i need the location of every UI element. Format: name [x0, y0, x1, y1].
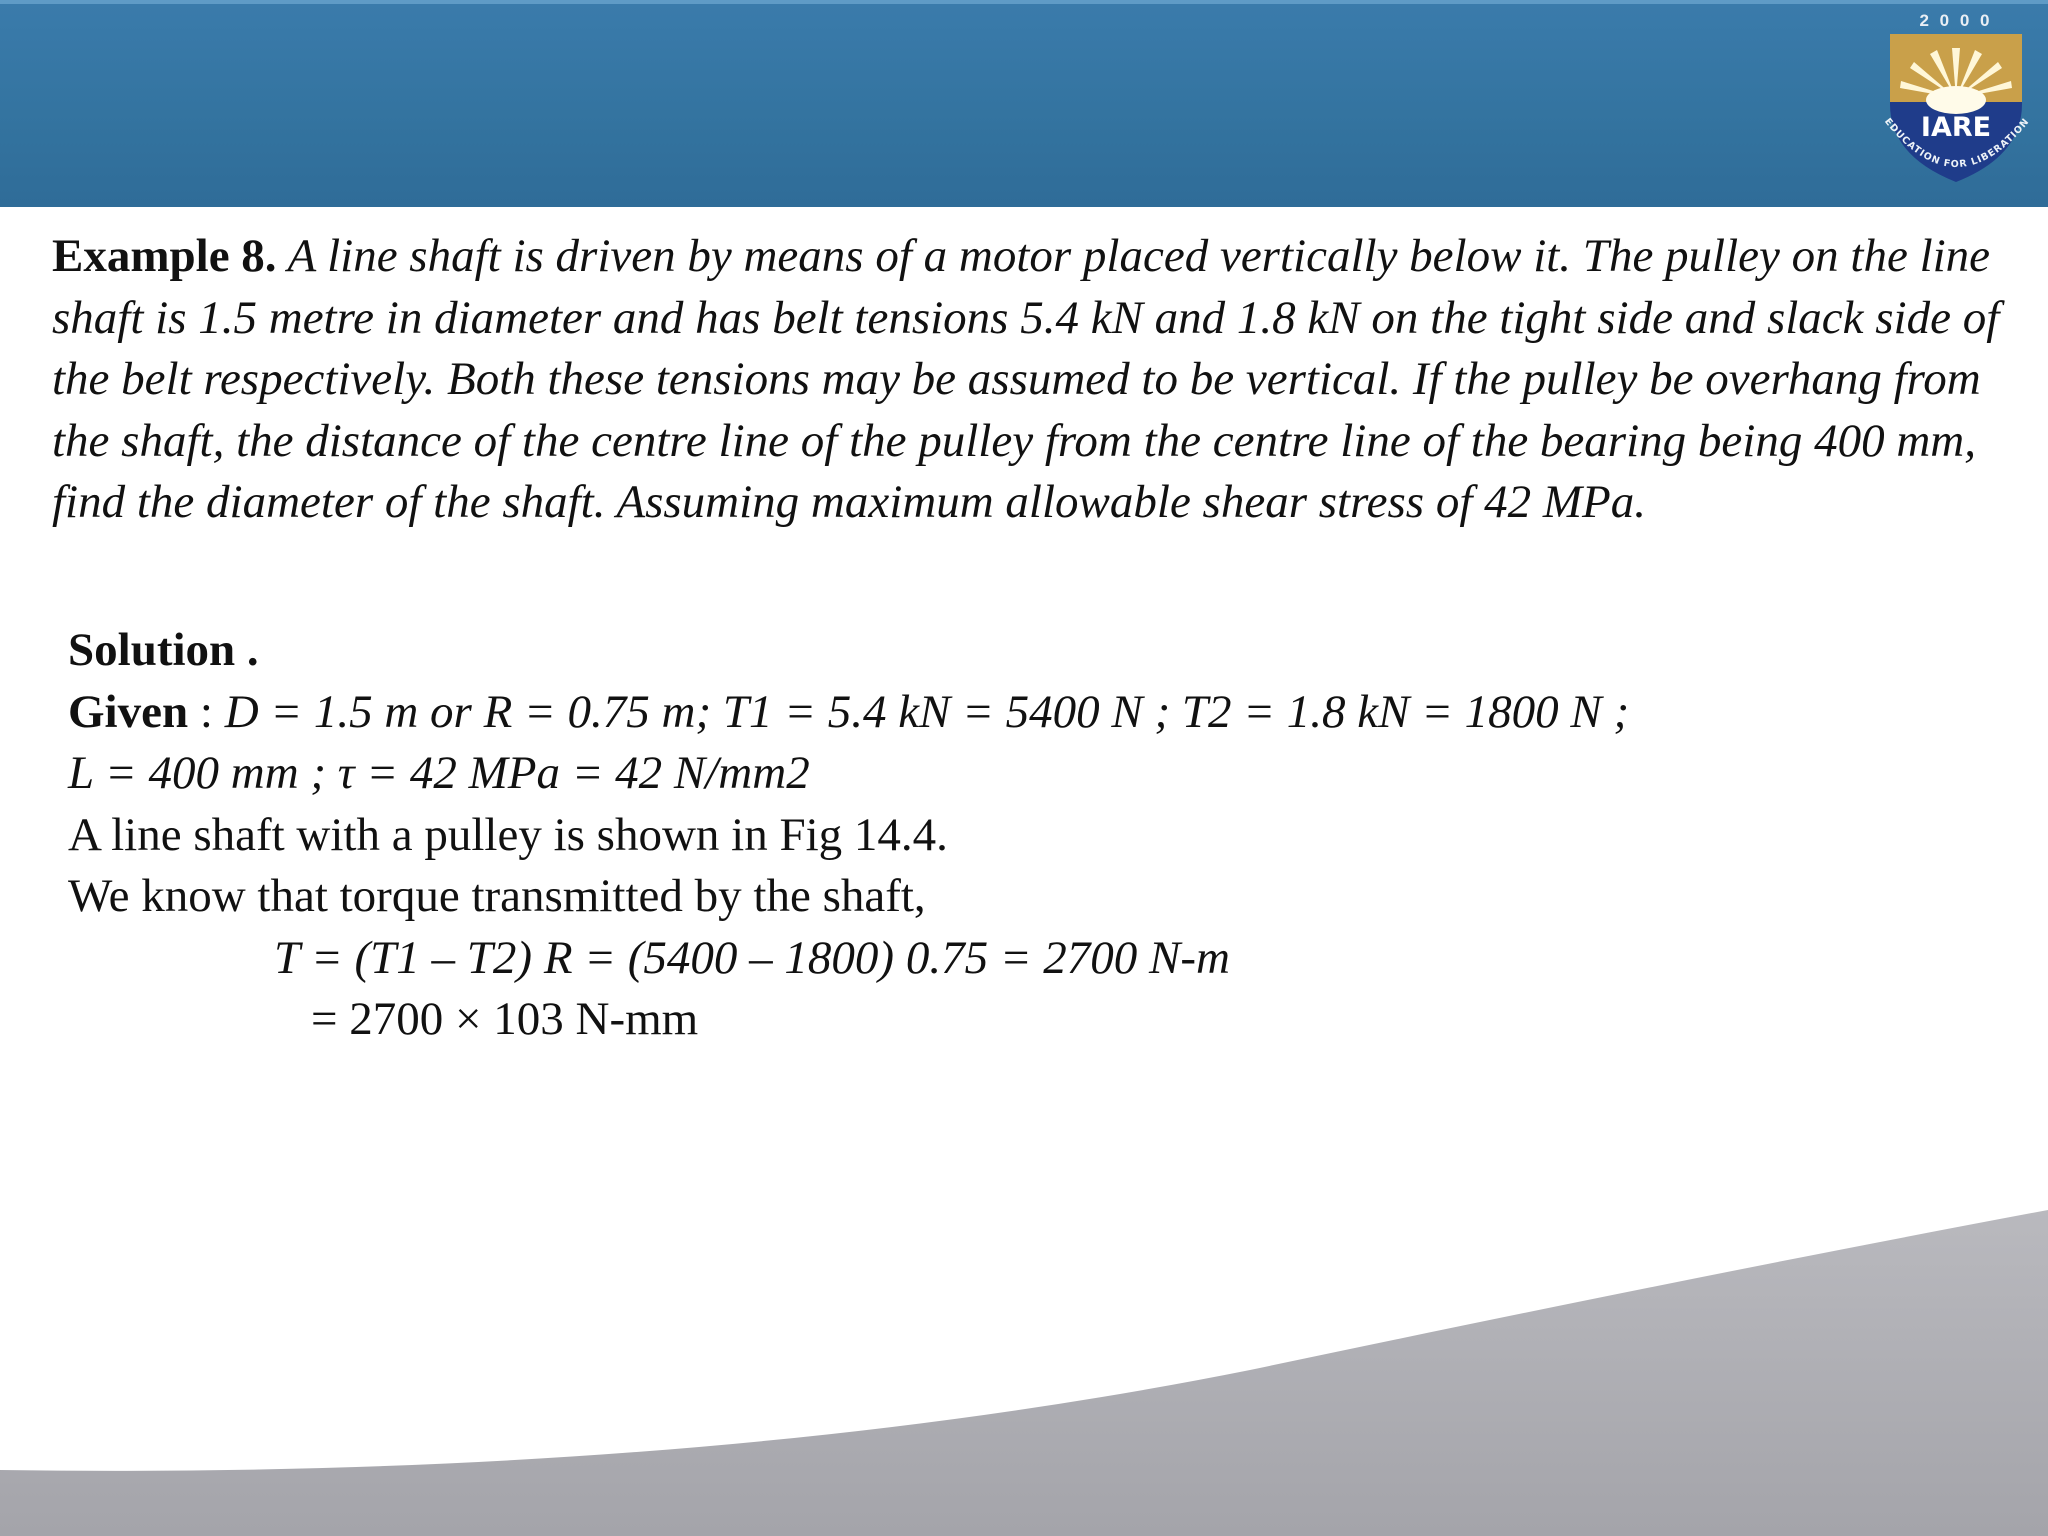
footer-swoosh — [0, 1180, 2048, 1536]
logo-motto-text: EDUCATION FOR LIBERATION — [1882, 116, 2032, 171]
given-values-1: D = 1.5 m or R = 0.75 m; T1 = 5.4 kN = 5400 N ; T2 = 1.8 kN = 1800 N ; — [224, 685, 1630, 738]
given-separator: : — [188, 685, 225, 738]
logo-year: 2 0 0 0 — [1919, 11, 1993, 30]
iare-logo — [1870, 6, 2042, 202]
swoosh-shape — [0, 1210, 2048, 1536]
problem-text: A line shaft is driven by means of a motor placed vertically below it. The pulley on the line shaft is 1.5 metre in diameter and has belt tensions 5.4 kN and 1.8 kN on the tight side and slack side of the belt respectively. Both these tensions may be assumed to be vertical. If the pulley be overhang from the shaft, the distance of the centre line of the pulley from the centre line of the bearing being 400 mm, find the diameter of the shaft. Assuming maximum allowable shear stress of 42 MPa. — [52, 230, 2000, 528]
solution-block — [68, 620, 1968, 1051]
given-label: Given — [68, 685, 189, 738]
torque-conversion: = 2700 × 103 N-mm — [311, 993, 699, 1045]
header-band — [0, 0, 2048, 207]
logo-name: IARE — [1920, 112, 1992, 143]
torque-intro: We know that torque transmitted by the shaft, — [68, 870, 926, 922]
solution-heading: Solution . — [68, 624, 259, 676]
example-label: Example 8. — [52, 230, 277, 282]
torque-equation: T = (T1 – T2) R = (5400 – 1800) 0.75 = 2700 N-m — [274, 931, 1230, 984]
figure-reference: A line shaft with a pulley is shown in Fig 14.4. — [68, 808, 948, 861]
given-line-1 — [68, 682, 1968, 744]
given-line-2: L = 400 mm ; τ = 42 MPa = 42 N/mm2 — [68, 747, 810, 799]
problem-statement — [52, 226, 2002, 534]
